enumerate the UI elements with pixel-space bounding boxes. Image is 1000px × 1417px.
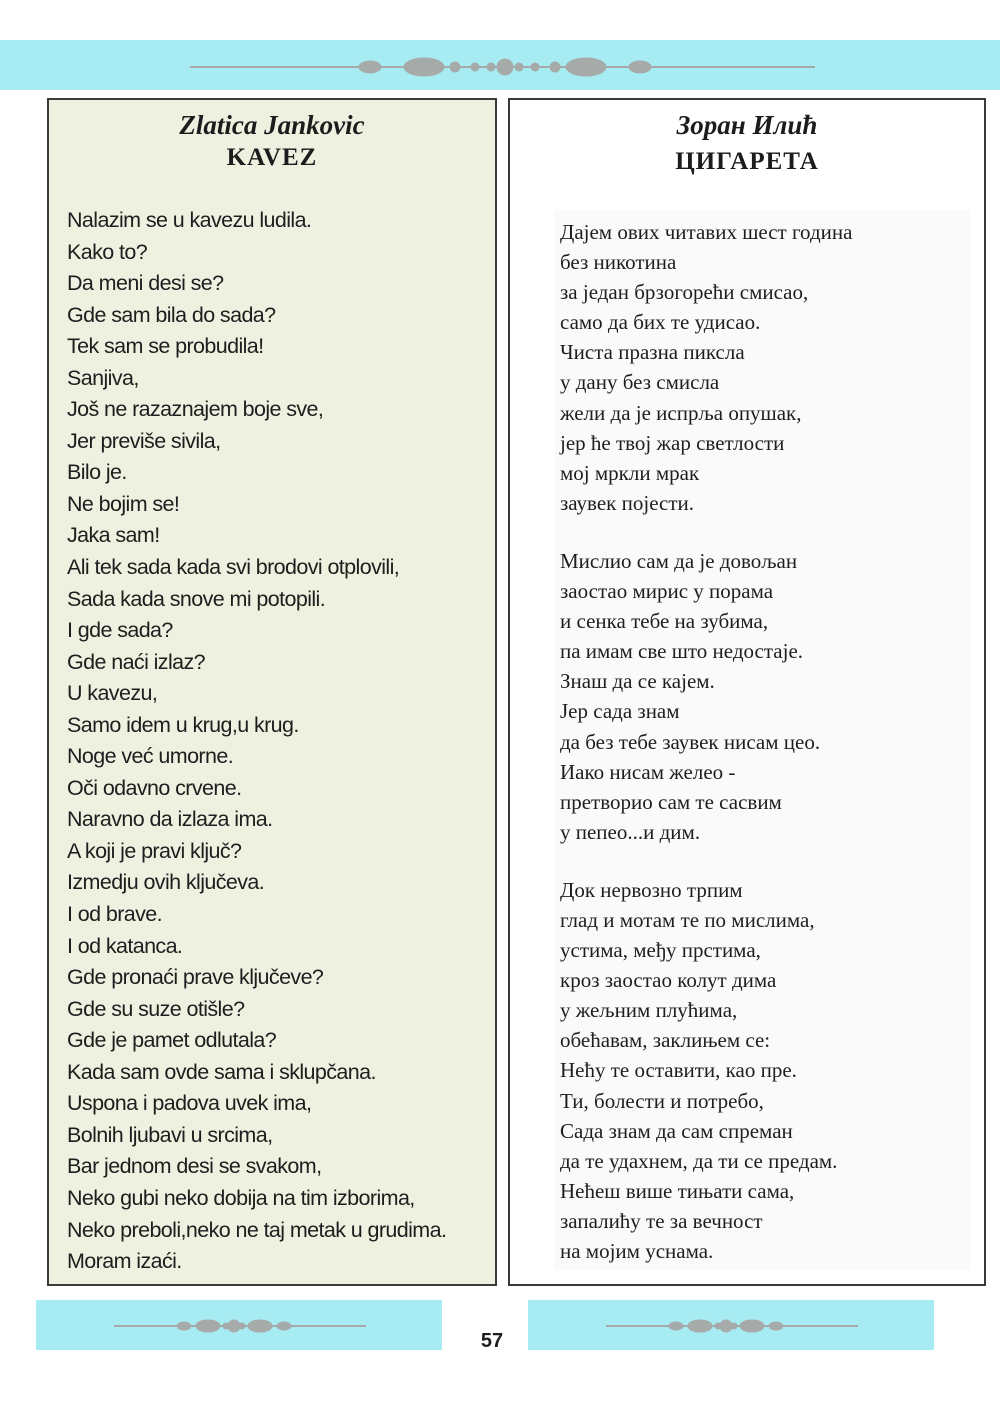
poem-line: Jaka sam! <box>67 523 160 548</box>
poem-line: A koji je pravi ključ? <box>67 838 242 863</box>
poem-line: U kavezu, <box>67 681 158 706</box>
stanza <box>560 217 970 518</box>
poem-line: Чиста празна пиксла <box>560 340 745 365</box>
poem-line: Gde naći izlaz? <box>67 649 205 674</box>
poem-line: да те удахнем, да ти се предам. <box>560 1148 838 1173</box>
poem-line: Ali tek sada kada svi brodovi otplovili, <box>67 555 400 580</box>
poem-line: Da meni desi se? <box>67 271 224 296</box>
left-poem-title: KAVEZ <box>226 144 318 171</box>
poem-line: Moram izaći. <box>67 1249 182 1274</box>
poem-line: Naravno da izlaza ima. <box>67 807 273 832</box>
poem-line: Gde su suze otišle? <box>67 996 245 1021</box>
poem-line: Neko preboli,neko ne taj metak u grudima. <box>67 1217 447 1242</box>
left-poem-text <box>67 205 487 1278</box>
poem-line: глад и мотам те по мислима, <box>560 907 815 932</box>
poem-line: I od katanca. <box>67 933 183 958</box>
poem-line: Gde sam bila do sada? <box>67 302 276 327</box>
poem-line: I od brave. <box>67 902 162 927</box>
poem-line: у пепео...и дим. <box>560 819 701 844</box>
poem-line: Дајем ових читавих шест година <box>560 220 853 244</box>
poem-line: I gde sada? <box>67 618 173 643</box>
poem-line: жели да је испрља опушак, <box>560 400 802 425</box>
left-poem-author: Zlatica Jankovic <box>179 110 365 140</box>
poem-line: Нећеш више тињати сама, <box>560 1178 795 1203</box>
poem-line: Sada kada snove mi potopili. <box>67 586 326 611</box>
poem-line: Мислио сам да је довољан <box>560 548 798 573</box>
poem-line: Ne bojim se! <box>67 491 180 516</box>
poem-line: на мојим уснама. <box>560 1239 714 1263</box>
poem-line: Nalazim se u kavezu ludila. <box>67 208 312 232</box>
ornament-flourish-icon <box>528 1300 934 1350</box>
right-poem-box <box>508 98 986 1286</box>
poem-line: Tek sam se probudila! <box>67 334 264 359</box>
poem-line: Јер сада знам <box>560 699 680 724</box>
right-poem-text <box>560 217 970 1294</box>
poem-line: Uspona i padova uvek ima, <box>67 1091 312 1116</box>
poem-line: мој мркли мрак <box>560 460 700 485</box>
stanza <box>560 546 970 847</box>
poem-line: заостао мирис у порама <box>560 579 774 604</box>
poem-line: Нећу те оставити, као пре. <box>560 1058 797 1083</box>
ornament-flourish-icon <box>0 40 1000 90</box>
poem-line: само да бих те удисао. <box>560 310 761 335</box>
poem-line: Ти, болести и потребо, <box>560 1088 764 1113</box>
poem-line: Gde je pamet odlutala? <box>67 1028 277 1053</box>
poem-line: Kako to? <box>67 239 148 264</box>
poem-line: кроз заостао колут дима <box>560 968 777 993</box>
stanza <box>560 875 970 1266</box>
poem-line: Сада знам да сам спреман <box>560 1118 793 1143</box>
poem-line: Bilo je. <box>67 460 127 485</box>
poem-line: Bar jednom desi se svakom, <box>67 1154 322 1179</box>
poem-line: Neko gubi neko dobija na tim izborima, <box>67 1185 415 1210</box>
poem-line: па имам све што недостаје. <box>560 639 804 664</box>
left-poem-box <box>47 98 497 1286</box>
poem-line: претворио сам те сасвим <box>560 789 782 814</box>
poem-line: Иако нисам желео - <box>560 759 736 784</box>
poem-line: Izmedju ovih ključeva. <box>67 870 265 895</box>
poem-line: и сенка тебе на зубима, <box>560 609 769 634</box>
poem-line: Samo idem u krug,u krug. <box>67 712 299 737</box>
poem-line: Gde pronaći prave ključeve? <box>67 965 324 990</box>
bottom-left-ornament-band <box>36 1300 442 1350</box>
page-number: 57 <box>480 1330 504 1352</box>
poem-line: Još ne razaznajem boje sve, <box>67 397 324 422</box>
poem-line: Jer previše sivila, <box>67 428 221 453</box>
right-poem-author: Зоран Илић <box>676 110 818 140</box>
poem-line: устима, међу прстима, <box>560 938 761 963</box>
poem-line: Oči odavno crvene. <box>67 775 242 800</box>
ornament-flourish-icon <box>36 1300 442 1350</box>
poem-line: без никотина <box>560 250 677 275</box>
poem-line: Док нервозно трпим <box>560 877 743 902</box>
poem-line: јер ће твој жар светлости <box>560 430 785 455</box>
poem-line: Знаш да се кајем. <box>560 669 715 694</box>
poem-line: у дану без смисла <box>560 370 720 395</box>
poem-line: обећавам, заклињем се: <box>560 1028 771 1053</box>
poem-line: Kada sam ovde sama i sklupčana. <box>67 1059 376 1084</box>
poem-line: Bolnih ljubavi u srcima, <box>67 1122 273 1147</box>
poem-line: Sanjiva, <box>67 365 139 390</box>
poem-line: да без тебе заувек нисам цео. <box>560 729 821 754</box>
right-poem-title: ЦИГАРЕТА <box>675 148 819 175</box>
bottom-right-ornament-band <box>528 1300 934 1350</box>
poem-line: у жељним плућима, <box>560 998 738 1023</box>
poem-line: Noge već umorne. <box>67 744 234 769</box>
poem-line: запалићу те за вечност <box>560 1208 763 1233</box>
poem-line: за један брзогорећи смисао, <box>560 280 809 305</box>
top-ornament-band <box>0 40 1000 90</box>
poem-line: заувек појести. <box>560 490 695 515</box>
